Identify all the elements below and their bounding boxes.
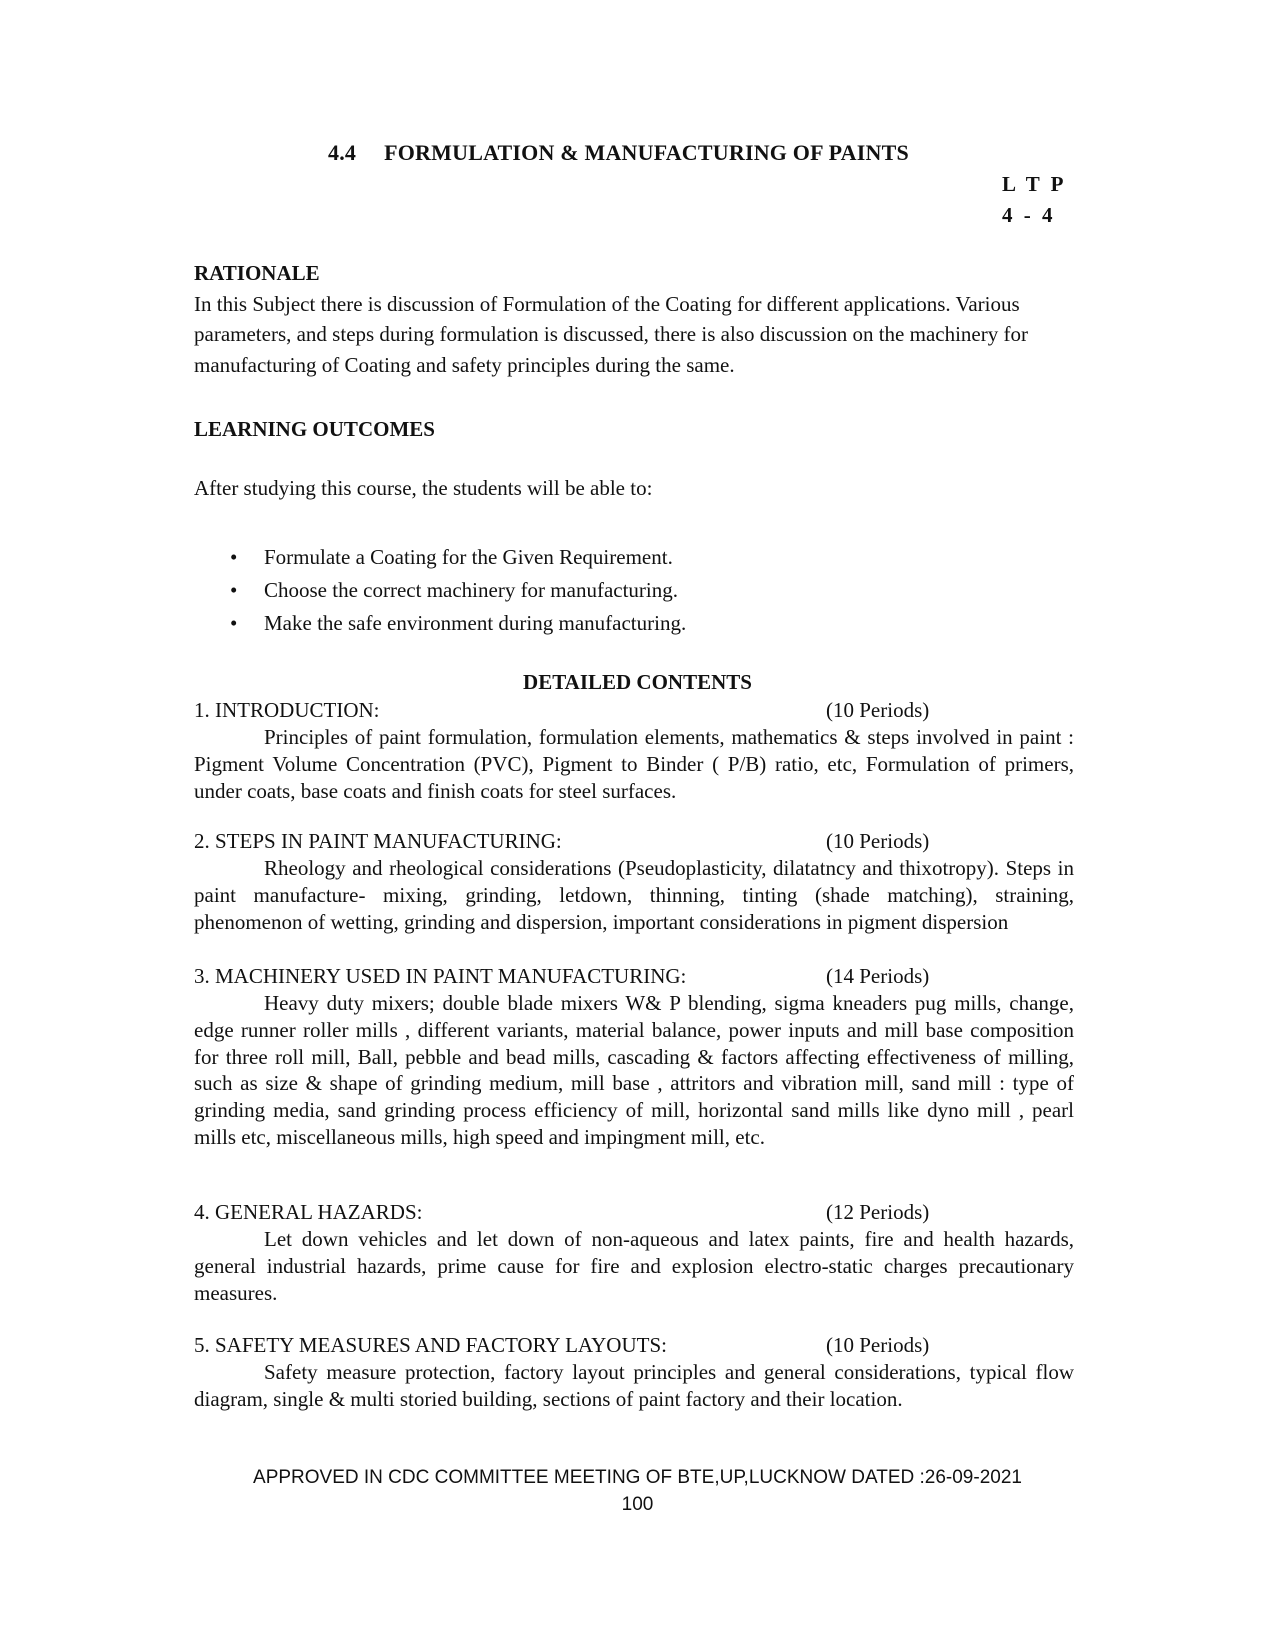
unit-periods: (10 Periods) xyxy=(826,698,930,722)
unit-title: 2. STEPS IN PAINT MANUFACTURING: xyxy=(194,829,562,853)
learning-outcomes-list xyxy=(230,541,686,640)
unit-title: 4. GENERAL HAZARDS: xyxy=(194,1200,423,1224)
learning-outcomes-heading: LEARNING OUTCOMES xyxy=(194,417,435,441)
detailed-contents-heading: DETAILED CONTENTS xyxy=(523,670,752,694)
list-item: • Choose the correct machinery for manufacturing. xyxy=(230,574,686,607)
learning-outcomes-intro: After studying this course, the students will be able to: xyxy=(194,476,653,500)
list-item: • Make the safe environment during manufacturing. xyxy=(230,607,686,640)
unit-text: Safety measure protection, factory layout principles and general considerations, typical flow diagram, single & multi storied building, sections of paint factory and their location. xyxy=(194,1360,1074,1411)
unit-text: Heavy duty mixers; double blade mixers W& P blending, sigma kneaders pug mills, change, edge runner roller mills , different variants, material balance, power inputs and mill base composition for three roll mill, Ball, pebble and bead mills, cascading & factors affecting effectiveness of milling, such as size & shape of grinding medium, mill base , attritors and vibration mill, sand mill : type of grinding media, sand grinding process efficiency of mill, horizontal sand mills like dyno mill , pearl mills etc, miscellaneous mills, high speed and impingment mill, etc. xyxy=(194,991,1074,1149)
rationale-section xyxy=(194,258,1074,380)
approval-footer: APPROVED IN CDC COMMITTEE MEETING OF BTE,UP,LUCKNOW DATED :26-09-2021 xyxy=(253,1467,1022,1488)
unit-periods: (14 Periods) xyxy=(826,964,930,988)
unit-3 xyxy=(194,963,1074,1151)
unit-periods: (12 Periods) xyxy=(826,1200,930,1224)
unit-text: Rheology and rheological considerations (Pseudoplasticity, dilatatncy and thixotropy). Steps in paint manufacture- mixing, grinding, letdown, thinning, tinting (shade matching), straining, phenomenon of wetting, grinding and dispersion, important considerations in pigment dispersion xyxy=(194,856,1074,934)
page-title xyxy=(328,140,909,166)
rationale-heading: RATIONALE xyxy=(194,261,320,285)
unit-2 xyxy=(194,828,1074,935)
page-number: 100 xyxy=(621,1494,654,1515)
unit-title: 5. SAFETY MEASURES AND FACTORY LAYOUTS: xyxy=(194,1333,667,1357)
unit-periods: (10 Periods) xyxy=(826,829,930,853)
list-item: • Formulate a Coating for the Given Requirement. xyxy=(230,541,686,574)
rationale-text: In this Subject there is discussion of Formulation of the Coating for different applications. Various parameters, and steps during formulation is discussed, there is also discussion on the machinery for manufacturing of Coating and safety principles during the same. xyxy=(194,291,1028,377)
unit-4 xyxy=(194,1199,1074,1306)
unit-1 xyxy=(194,697,1074,804)
unit-5 xyxy=(194,1332,1074,1413)
unit-text: Let down vehicles and let down of non-aqueous and latex paints, fire and health hazards, general industrial hazards, prime cause for fire and explosion electro-static charges precautionary measures. xyxy=(194,1227,1074,1305)
title-text: FORMULATION & MANUFACTURING OF PAINTS xyxy=(384,140,909,165)
ltp-header: L T P xyxy=(1002,172,1064,196)
unit-title: 1. INTRODUCTION: xyxy=(194,698,380,722)
unit-text: Principles of paint formulation, formulation elements, mathematics & steps involved in paint : Pigment Volume Concentration (PVC), Pigment to Binder ( P/B) ratio, etc, Formulation of primers, under coats, base coats and finish coats for steel surfaces. xyxy=(194,725,1074,803)
title-number: 4.4 xyxy=(328,140,357,165)
unit-title: 3. MACHINERY USED IN PAINT MANUFACTURING: xyxy=(194,964,687,988)
ltp-values: 4 - 4 xyxy=(1002,203,1053,227)
unit-periods: (10 Periods) xyxy=(826,1333,930,1357)
